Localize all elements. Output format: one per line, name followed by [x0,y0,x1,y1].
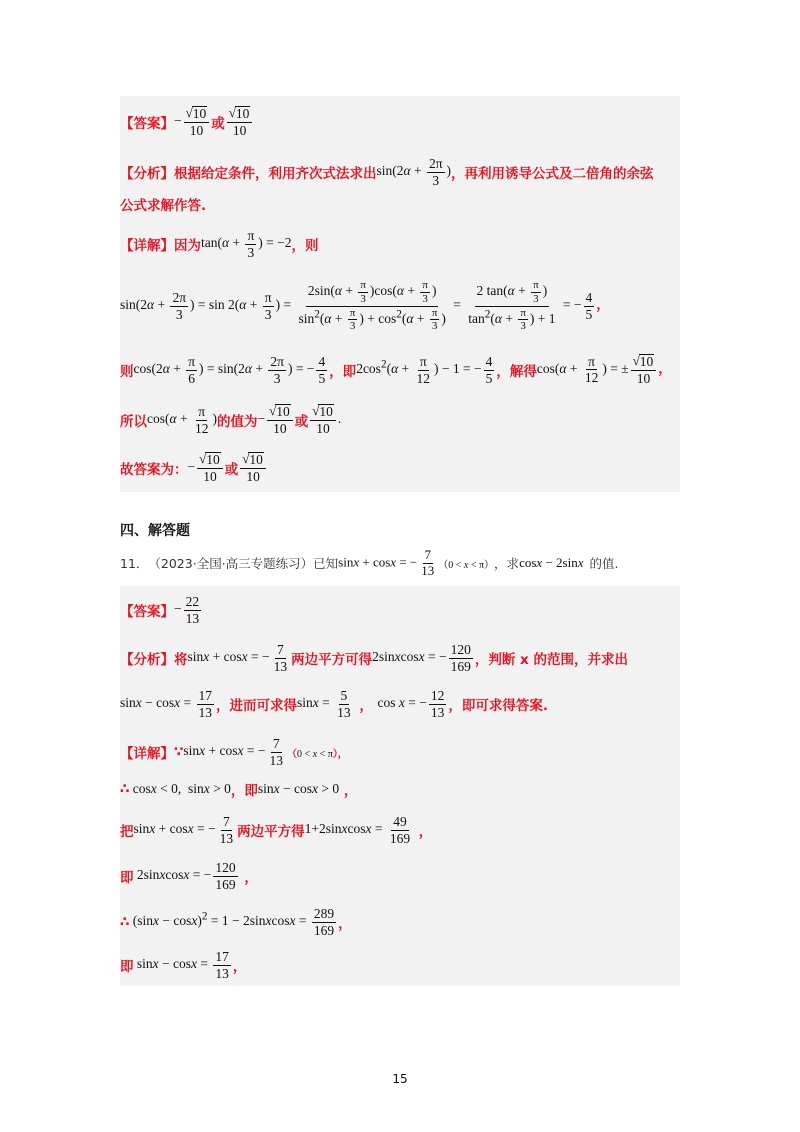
analysis-line-11: 【分析】 将 sinx + cosx = − $\frac{7}{13}$ 两边平方可得 2sinxcosx = − $\frac{120}{169}$ ，判断 x 的范围，并求出 [120,641,628,674]
detail-line-11b: ∴ cosx < 0, sinx > 0 ，即 sinx − cosx > 0 ， [120,781,358,799]
problem-number: 11． [120,556,149,572]
analysis-line-10: 【分析】 根据给定条件，利用齐次式法求出 sin(2α + $\frac{2\pi}{3}$ ) ，再利用诱导公式及二倍角的余弦 [120,155,654,188]
answer-expr: − √ 10 10 [174,105,211,138]
analysis-line-10b: 公式求解作答. [120,198,207,214]
solution-box-11 [120,586,680,986]
detail-label: 【详解】 [120,238,174,254]
answer-line-11: 【答案】 − $\frac{22}{13}$ [120,593,200,626]
or-text: 或 [211,116,225,132]
detail-line-10d: 所以 cos(α + $\frac{\pi}{12}$ ) 的值为 − √ 10 10 或 √ 10 10 . [120,403,342,437]
detail-line-11f: 即 sinx − cosx = $\frac{17}{13}$ ， [120,948,247,981]
detail-equation-10: sin(2α + $\frac{2\pi}{3}$ ) = sin 2(α + $\frac{\pi}{3}$ ) = 2sin(α + $\frac{\pi}{3}$ )cos(α + $\frac{\pi}{3}$ ) $\sin^2(\alpha$ + $\frac{\pi}{3}$ ) + $\cos^2(\alpha$ + $\frac{\pi}{3}$ ) = 2 tan(α + $\frac{\pi}{3}$ ) $\tan^2(\alpha$ + $\frac{\pi}{3}$ ) + 1 = − $\frac{4}{5}$ ， [120,279,610,333]
final-answer-10: 故答案为： − √ 10 10 或 √ 10 10 [120,446,680,490]
detail-line-11c: 把 sinx + cosx = − $\frac{7}{13}$ 两边平方得 1+2sinxcosx = $\frac{49}{169}$ ， [120,813,433,846]
section-title: 四、解答题 [120,523,190,539]
problem-source: （2023·全国·高三专题练习）已知 [148,556,339,572]
detail-line-11a: 【详解】 ∵ sinx + cosx = − $\frac{7}{13}$ （0 < x < π）， [120,735,348,768]
problem-11-statement: 11． （2023·全国·高三专题练习）已知 sinx + cosx = − $\frac{7}{13}$ （0 < x < π） ，求 cosx − 2sinx 的值. [120,547,619,578]
analysis-line-11b: sinx − cosx = $\frac{17}{13}$ ，进而可求得 sinx = $\frac{5}{13}$ ， cos x = − $\frac{12}{13}$ ，即可求得答案. [120,687,549,720]
solution-box-10 [120,96,680,492]
analysis-label: 【分析】 [120,166,174,182]
page-number: 15 [392,1072,408,1086]
detail-line-10c: 则 cos(2α + $\frac{\pi}{6}$ ) = sin(2α + $\frac{2\pi}{3}$ ) = − $\frac{4}{5}$ ，即 $2\cos^2(\alpha$ + $\frac{\pi}{12}$ ) − 1 = − $\frac{4}{5}$ ，解得 cos(α + $\frac{\pi}{12}$ ) = ± √ 10 10 ， [120,353,672,387]
detail-line-10: 【详解】 因为 tan(α + $\frac{\pi}{3}$ ) = −2 ，则 [120,227,319,260]
math-expr: sin(2α + $\frac{2\pi}{3}$ ) [376,155,452,188]
detail-line-11e: ∴ $(\sin x - \cos x)^2 = 1$ − 2sinxcosx = $\frac{289}{169}$ ， [120,905,352,938]
answer-label: 【答案】 [120,116,174,132]
answer-line-10: 【答案】 − √ 10 10 或 √ 10 10 [120,100,680,144]
detail-line-11d: 即 2sinxcosx = − $\frac{120}{169}$ ， [120,859,258,892]
